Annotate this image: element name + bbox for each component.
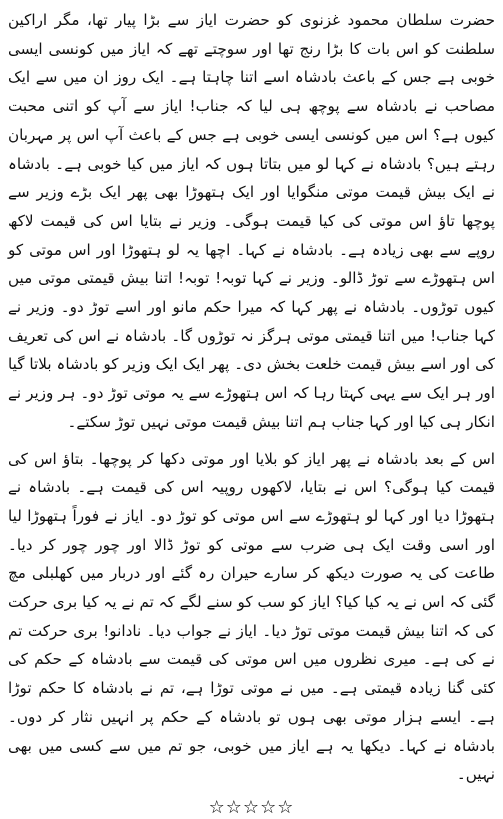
star-ornament: ☆☆☆☆☆ bbox=[208, 796, 295, 818]
story-paragraph-1: حضرت سلطان محمود غزنوی کو حضرت ایاز سے بڑا پیار تھا، مگر اراکین سلطنت کو اس بات کا بڑا رنج تھا اور سوچتے تھے کہ ایاز میں کونسی ایسی خوبی ہے جس کے باعث بادشاہ اسے اتنا چاہتا ہے۔ ایک روز ان میں سے ایک مصاحب نے بادشاہ سے پوچھ ہی لیا کہ جناب! ایاز سے آپ کو اتنی محبت کیوں ہے؟ اس میں کونسی ایسی خوبی ہے جس کے باعث آپ اس پر مہربان رہتے ہیں؟ بادشاہ نے کہا لو میں بتاتا ہوں کہ ایاز میں کیا خوبی ہے۔ بادشاہ نے ایک بیش قیمت موتی منگوایا اور ایک ہتھوڑا بھی پھر ایک بڑے وزیر سے پوچھا تاؤ اس موتی کی کیا قیمت ہوگی۔ وزیر نے بتایا اس کی قیمت لاکھ روپے سے بھی زیادہ ہے۔ بادشاہ نے کہا۔ اچھا یہ لو ہتھوڑا اور اس موتی کو اس ہتھوڑے سے توڑ ڈالو۔ وزیر نے کہا توبہ! توبہ! اتنا بیش قیمتی موتی میں کیوں توڑوں۔ بادشاہ نے پھر کہا کہ میرا حکم مانو اور اسے توڑ دو۔ وزیر نے کہا جناب! میں اتنا قیمتی موتی ہرگز نہ توڑوں گا۔ بادشاہ نے اس کی تعریف کی اور اسے بیش قیمت خلعت بخش دی۔ پھر ایک ایک وزیر کو بادشاہ بلاتا گیا اور ہر ایک سے یہی کہتا رہا کہ اس ہتھوڑے سے یہ موتی توڑ دو۔ ہر وزیر نے انکار ہی کیا اور کہا جناب ہم اتنا بیش قیمت موتی نہیں توڑ سکتے۔ bbox=[8, 11, 495, 431]
story-paragraph-2: اس کے بعد بادشاہ نے پھر ایاز کو بلایا اور موتی دکھا کر پوچھا۔ بتاؤ اس کی قیمت کیا ہوگی؟ اس نے بتایا، لاکھوں روپیہ اس کی قیمت ہے۔ بادشاہ نے ہتھوڑا دیا اور کہا لو ہتھوڑے سے اس موتی کو توڑ دو۔ ایاز نے فوراً ہتھوڑا لیا اور اسی وقت ایک ہی ضرب سے موتی کو توڑ ڈالا اور چور چور کر دیا۔ طاعت کی یہ صورت دیکھ کر سارے حیران رہ گئے اور دربار میں کھلبلی مچ گئی کہ اس نے یہ کیا کیا؟ ایاز کو سب کو سنے لگے کہ تم نے یہ کیا بری حرکت کی کہ اتنا بیش قیمت موتی توڑ دیا۔ ایاز نے جواب دیا۔ نادانو! بری حرکت تم نے کی ہے۔ میری نظروں میں اس موتی کی قیمت سے بادشاہ کے حکم کی کئی گنا زیادہ قیمتی ہے۔ میں نے موتی توڑا ہے، تم نے بادشاہ کا حکم توڑا ہے۔ ایسے ہزار موتی بھی ہوں تو بادشاہ کے حکم پر انہیں نثار کر دوں۔ بادشاہ نے کہا۔ دیکھا یہ ہے ایاز میں خوبی، جو تم میں سے کسی میں بھی نہیں۔ bbox=[8, 449, 495, 784]
